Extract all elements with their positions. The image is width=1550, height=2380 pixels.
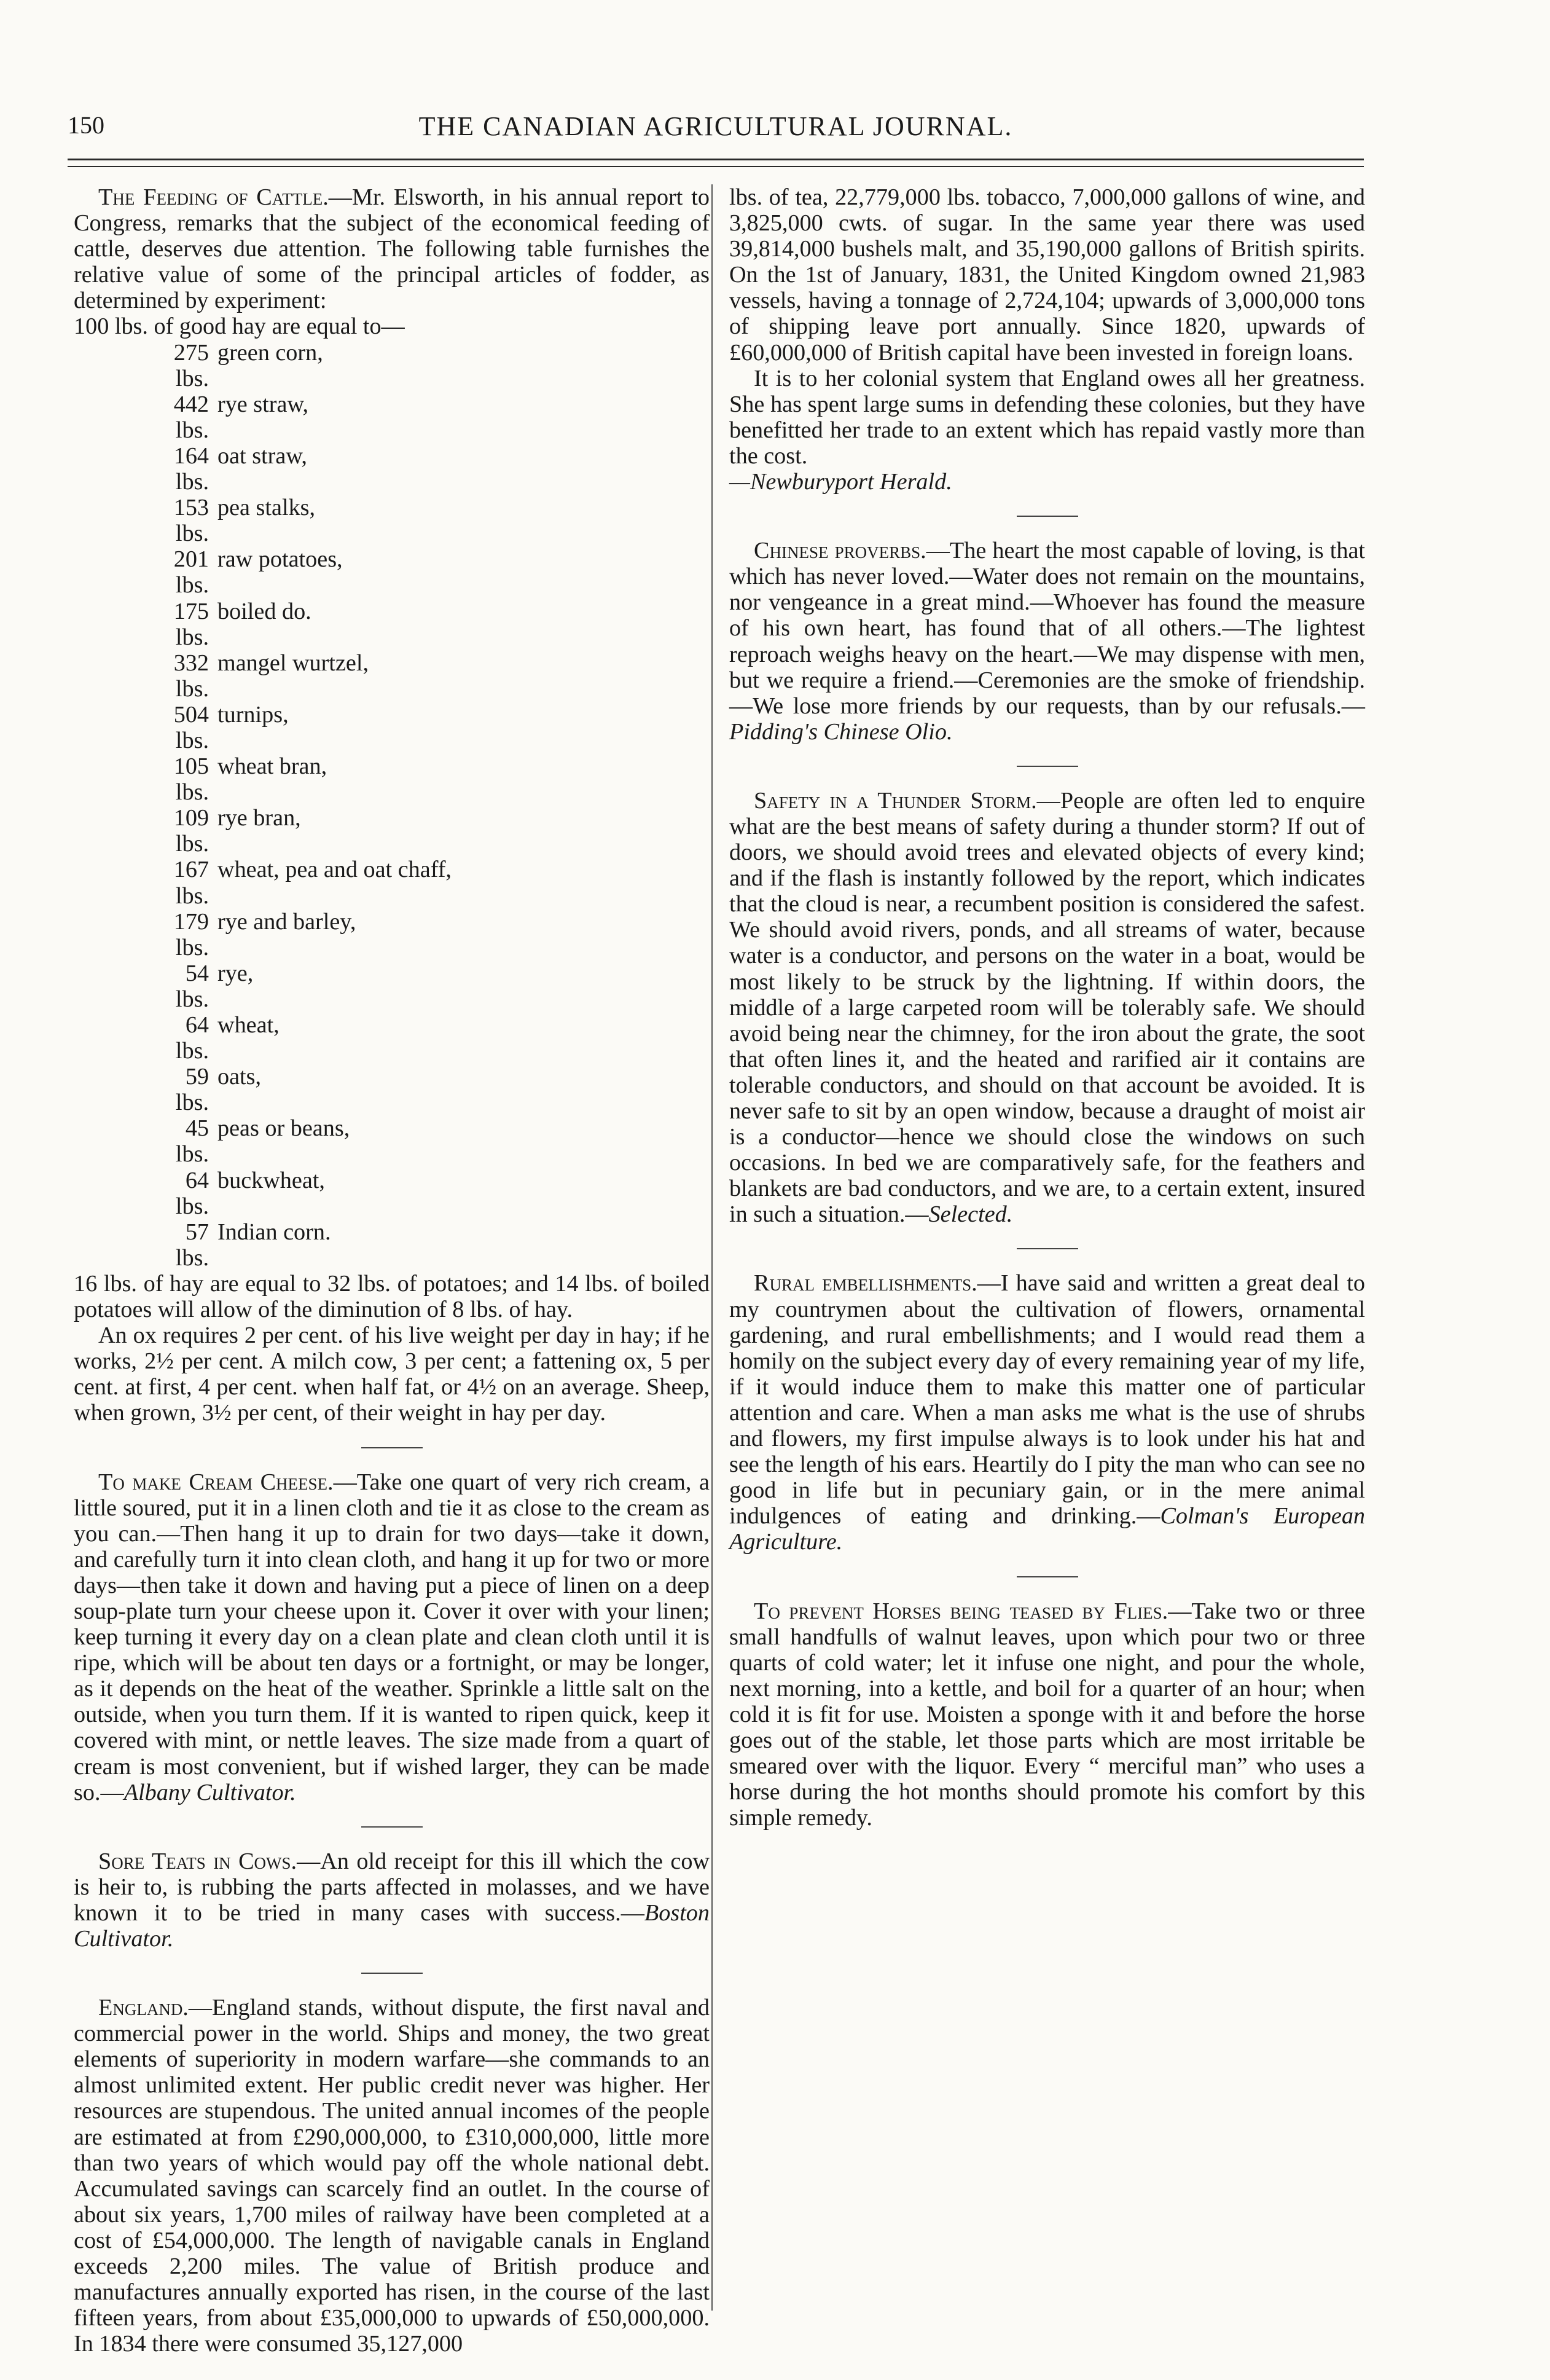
article-text: —Mr. Elsworth, in his annual report to Congress, remarks that the subject of the economical feeding of cattle, deserves due attention. The following table furnishes the relative value of some of the principal articles of fodder, as determined by experiment: [74, 184, 710, 314]
article-body [729, 538, 1365, 745]
fodder-name: rye bran, [217, 805, 301, 831]
fodder-name: rye, [217, 960, 254, 986]
fodder-name: mangel wurtzel, [217, 650, 369, 676]
article-body [729, 788, 1365, 1228]
article-text: An ox requires 2 per cent. of his live weight per day in hay; if he works, 2½ per cent. A milch cow, 3 per cent; a fattening ox, 5 per cent. at first, 4 per cent. when half fat, or 4½ on an average. Sheep, when grown, 3½ per cent, of their weight in hay per day. [74, 1322, 710, 1426]
article-chinese-proverbs [729, 538, 1365, 745]
article-heading: To prevent Horses being teased by Flies. [754, 1598, 1168, 1624]
article-text: lbs. of tea, 22,779,000 lbs. tobacco, 7,000,000 gallons of wine, and 3,825,000 cwts. of sugar. In the same year there was used 39,814,000 bushels malt, and 35,190,000 gallons of British spirits. On the 1st of January, 1831, the United Kingdom owned 21,983 vessels, having a tonnage of 2,724,104; upwards of 3,000,000 tons of shipping leave port annually. Since 1820, upwards of £60,000,000 of British capital have been invested in foreign loans. [729, 184, 1365, 366]
page-header [68, 111, 1364, 154]
fodder-qty: 59 lbs. [175, 1064, 209, 1116]
article-body [74, 1848, 710, 1952]
section-divider [1017, 1248, 1078, 1249]
article-sore-teats [74, 1848, 710, 1952]
fodder-qty: 45 lbs. [175, 1115, 209, 1168]
fodder-row [74, 805, 710, 857]
article-heading: Chinese proverbs. [754, 538, 926, 564]
article-heading: Rural embellishments. [754, 1270, 977, 1297]
article-source: Selected. [928, 1201, 1013, 1228]
article-rural-embellishments [729, 1270, 1365, 1555]
fodder-table [74, 340, 710, 1271]
article-source: Colman's European Agriculture. [729, 1503, 1366, 1555]
article-heading: Safety in a Thunder Storm. [754, 787, 1037, 814]
fodder-name: raw potatoes, [217, 546, 343, 573]
table-intro: 100 lbs. of good hay are equal to— [74, 313, 405, 340]
article-text: —England stands, without dispute, the first naval and commercial power in the world. Ships and money, the two great elements of superiority in modern warfare—she commands to an almost unlimited extent. Her public credit never was higher. Her resources are stupendous. The united annual incomes of the people are estimated at from £290,000,000, to £310,000,000, little more than two years of which would pay off the whole national debt. Accumulated savings can scarcely find an outlet. In the course of about six years, 1,700 miles of railway have been completed at a cost of £54,000,000. The length of navigable canals in England exceeds 2,200 miles. The value of British produce and manufactures annually exported has risen, in the course of the last fifteen years, from about £35,000,000 to upwards of £50,000,000. In 1834 there were consumed 35,127,000 [74, 1995, 710, 2357]
fodder-name: turnips, [217, 701, 289, 728]
fodder-qty: 64 lbs. [175, 1012, 209, 1064]
page-number: 150 [68, 111, 104, 139]
fodder-name: rye and barley, [217, 908, 356, 935]
fodder-row [74, 546, 710, 598]
article-body [74, 1469, 710, 1805]
fodder-qty: 105 lbs. [173, 753, 209, 806]
fodder-row [74, 1219, 710, 1271]
article-heading: The Feeding of Cattle. [98, 184, 329, 210]
article-body [74, 184, 710, 313]
article-horses-flies [729, 1598, 1365, 1831]
running-title: THE CANADIAN AGRICULTURAL JOURNAL. [418, 111, 1013, 141]
fodder-row [74, 1168, 710, 1219]
article-heading: England. [98, 1995, 189, 2021]
article-body [729, 1598, 1365, 1831]
section-divider [1017, 1576, 1078, 1577]
article-england-continued [729, 184, 1365, 495]
fodder-qty: 332 lbs. [173, 650, 209, 702]
left-column [74, 184, 710, 2357]
right-column [729, 184, 1365, 1831]
article-text: —The heart the most capable of loving, is that which has never loved.—Water does not remain on the mountains, nor vengeance in a great mind.—Whoever has found the measure of his own heart, has found that of all others.—The lightest reproach weighs heavy on the heart.—We may dispense with men, but we require a friend.—Ceremonies are the smoke of friendship.—We lose more friends by our requests, than by our refusals.— [729, 538, 1366, 719]
fodder-qty: 504 lbs. [173, 701, 209, 753]
article-text: —Take one quart of very rich cream, a little soured, put it in a linen cloth and tie it as close to the cream as you can.—Then hang it up to drain for two days—take it down, and carefully turn it into clean cloth, and hang it up for two or more days—then take it down and having put a piece of linen on a deep soup-plate turn your cheese upon it. Cover it over with your linen; keep turning it every day on a clean plate and clean cloth until it is ripe, which will be about ten days or a fortnight, or may be longer, as it depends on the heat of the weather. Sprinkle a little salt on the outside, when you turn them. If it is wanted to ripen quick, keep it covered with mint, or nettle leaves. The size made from a quart of cream is most convenient, but if wished larger, they can be made so.— [74, 1469, 710, 1805]
fodder-name: peas or beans, [217, 1115, 350, 1142]
article-feeding-cattle [74, 184, 710, 1426]
fodder-row [74, 753, 710, 805]
fodder-name: wheat bran, [217, 753, 327, 780]
fodder-row [74, 1064, 710, 1115]
fodder-qty: 57 lbs. [175, 1219, 209, 1271]
fodder-name: green corn, [217, 339, 323, 366]
fodder-row [74, 443, 710, 495]
fodder-row [74, 391, 710, 443]
fodder-row [74, 1115, 710, 1167]
section-divider [361, 1447, 423, 1448]
article-thunder-storm [729, 788, 1365, 1228]
fodder-row [74, 857, 710, 908]
fodder-qty: 175 lbs. [173, 598, 209, 650]
fodder-qty: 275 lbs. [173, 339, 209, 391]
fodder-row [74, 599, 710, 650]
article-text: —Take two or three small handfulls of walnut leaves, upon which pour two or three quarts of cold water; let it infuse one night, and pour the whole, next morning, into a kettle, and boil for a quarter of an hour; when cold it is fit for use. Moisten a sponge with it and before the horse goes out of the stable, let those parts which are most irritable be smeared over with the liquor. Every “ merciful man” who uses a horse during the hot months should promote his comfort by this simple remedy. [729, 1598, 1365, 1831]
fodder-name: boiled do. [217, 598, 311, 624]
article-text: —I have said and written a great deal to my countrymen about the cultivation of flowers, ornamental gardening, and rural embellishments; and I would read them a homily on the subject every day of every remaining year of my life, if it would induce them to make this matter one of particular attention and care. When a man asks me what is the use of shrubs and flowers, my first impulse always is to look under his hat and see the length of his ears. Heartily do I pity the man who can see no good in life but in pecuniary gain, or in the mere animal indulgences of eating and drinking.— [729, 1270, 1365, 1530]
article-heading: To make Cream Cheese. [98, 1469, 334, 1495]
fodder-name: oats, [217, 1064, 262, 1090]
fodder-name: wheat, pea and oat chaff, [217, 857, 452, 883]
article-body [729, 1270, 1365, 1555]
fodder-name: pea stalks, [217, 495, 316, 521]
fodder-qty: 167 lbs. [173, 857, 209, 909]
article-text: —An old receipt for this ill which the cow is heir to, is rubbing the parts affected in molasses, and we have known it to be tried in many cases with success.— [74, 1848, 710, 1926]
fodder-name: buckwheat, [217, 1167, 325, 1193]
header-rule [68, 159, 1364, 167]
fodder-qty: 179 lbs. [173, 908, 209, 960]
article-source: —Newburyport Herald. [729, 469, 952, 495]
article-body [74, 1995, 710, 2357]
article-cream-cheese [74, 1469, 710, 1805]
fodder-row [74, 960, 710, 1012]
fodder-row [74, 909, 710, 960]
article-text: —People are often led to enquire what are the best means of safety during a thunder storm? If out of doors, we should avoid trees and elevated objects of every kind; and if the flash is instantly followed by the report, which indicates that the cloud is near, a recumbent position is considered the safest. We should avoid rivers, ponds, and all streams of water, because water is a conductor, and persons on the water in a boat, would be most likely to be struck by the lightning. If within doors, the middle of a large carpeted room will be tolerably safe. We should avoid being near the chimney, for the iron about the grate, the soot that often lines it, and the heated and rarified air it contains are tolerable conductors, and should on that account be avoided. It is never safe to sit by an open window, because a draught of moist air is a conductor—hence we should close the windows on such occasions. In bed we are comparatively safe, for the feathers and blankets are bad conductors, and we are, to a certain extent, insured in such a situation.— [729, 787, 1365, 1228]
fodder-qty: 64 lbs. [175, 1167, 209, 1219]
article-england [74, 1995, 710, 2357]
section-divider [361, 1973, 423, 1974]
section-divider [1017, 766, 1078, 767]
fodder-qty: 201 lbs. [173, 546, 209, 599]
fodder-qty: 153 lbs. [173, 495, 209, 547]
fodder-row [74, 495, 710, 546]
fodder-qty: 164 lbs. [173, 442, 209, 495]
section-divider [1017, 516, 1078, 517]
article-source: Boston Cultivator. [74, 1899, 710, 1952]
article-source: Albany Cultivator. [123, 1779, 296, 1805]
section-divider [361, 1826, 423, 1828]
fodder-row [74, 650, 710, 702]
fodder-qty: 442 lbs. [173, 391, 209, 443]
fodder-row [74, 702, 710, 753]
fodder-name: oat straw, [217, 442, 307, 469]
fodder-row [74, 1012, 710, 1064]
fodder-name: Indian corn. [217, 1219, 331, 1245]
fodder-qty: 54 lbs. [175, 960, 209, 1012]
article-source: Pidding's Chinese Olio. [729, 718, 953, 745]
fodder-name: wheat, [217, 1012, 280, 1038]
fodder-row [74, 340, 710, 391]
article-heading: Sore Teats in Cows. [98, 1848, 297, 1874]
article-text: It is to her colonial system that England owes all her greatness. She has spent large sums in defending these colonies, but they have benefitted her trade to an extent which has repaid vastly more than the cost. [729, 365, 1365, 469]
fodder-qty: 109 lbs. [173, 805, 209, 857]
fodder-name: rye straw, [217, 391, 309, 417]
article-text: 16 lbs. of hay are equal to 32 lbs. of potatoes; and 14 lbs. of boiled potatoes will allow of the diminution of 8 lbs. of hay. [74, 1270, 710, 1323]
column-rule [711, 184, 713, 2311]
